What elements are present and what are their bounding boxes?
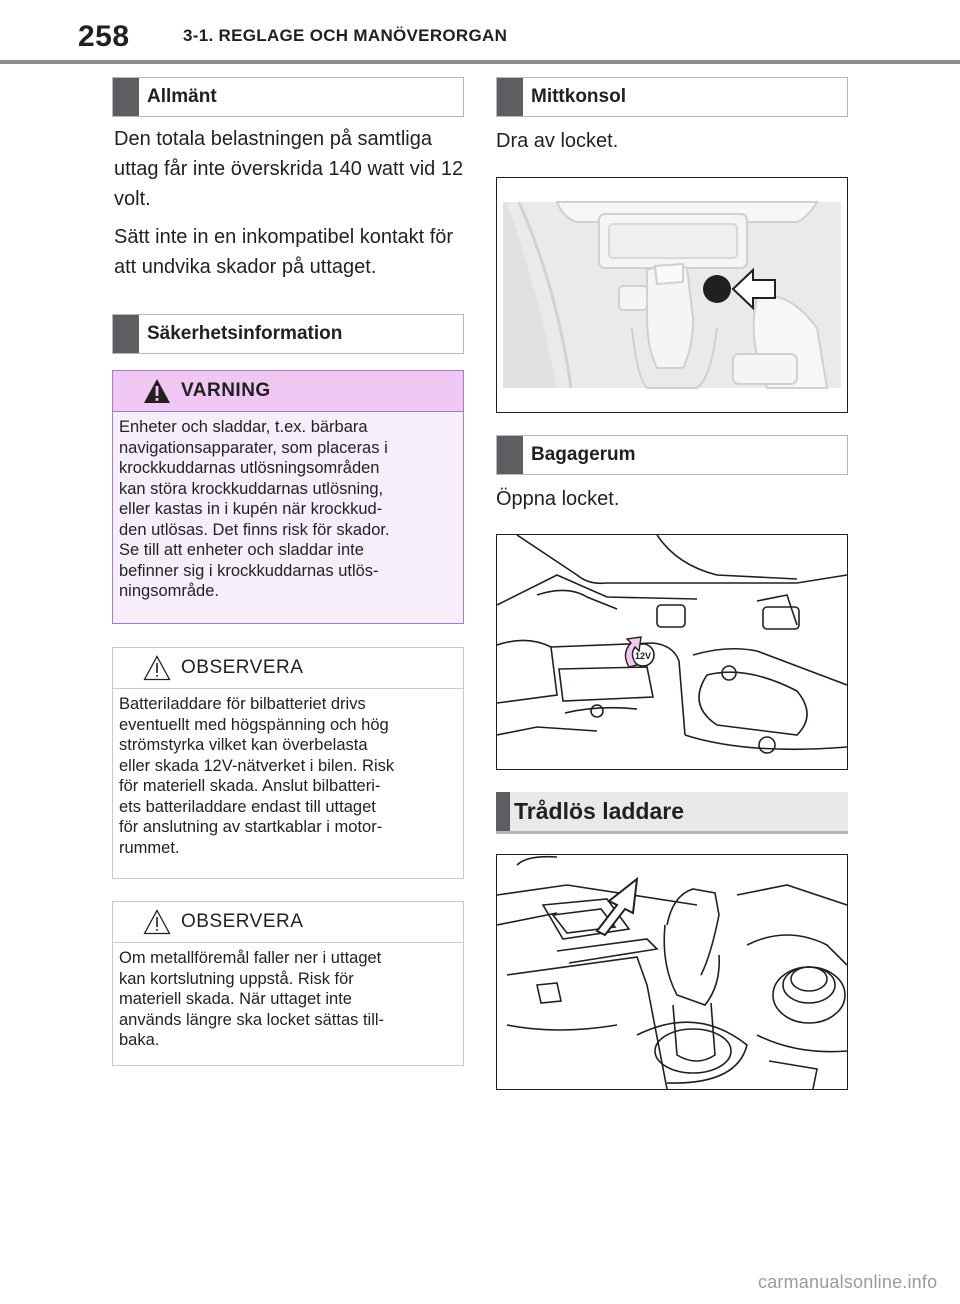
- notice-box-charger: [112, 647, 464, 879]
- notice-title: OBSERVERA: [181, 657, 304, 678]
- notice-triangle-icon: [143, 655, 171, 681]
- notice-line: används längre ska locket sättas till-: [119, 1010, 385, 1029]
- socket-cover-icon: [703, 275, 731, 303]
- section-heading-label: Säkerhetsinformation: [147, 323, 343, 344]
- notice-line: baka.: [119, 1031, 160, 1049]
- warning-header: [113, 371, 463, 412]
- warning-line: krockkuddarnas utlösningsområden: [119, 459, 380, 477]
- socket-label: 12V: [634, 651, 652, 661]
- section-bar: [113, 78, 139, 116]
- paragraph-incompatible-plug: Sätt inte in en inkompatibel kontakt för att undvika skador på uttaget.: [114, 226, 454, 278]
- figure-center-console: [496, 177, 848, 413]
- warning-line: eller kastas in i kupén när krockkud-: [119, 500, 383, 518]
- section-heading-safety: [112, 314, 464, 354]
- section-heading-label: Bagagerum: [531, 444, 636, 465]
- section-heading-label: Trådlös laddare: [514, 798, 685, 824]
- notice-line: strömstyrka vilket kan överbelasta: [119, 736, 368, 754]
- section-heading-bagagerum: [496, 435, 848, 475]
- notice-header: [113, 648, 463, 689]
- section-heading-tradlos: [496, 792, 848, 834]
- notice-line: rummet.: [119, 838, 180, 857]
- section-bar: [497, 436, 523, 474]
- section-heading-label: Allmänt: [147, 86, 217, 107]
- center-console-illustration: [497, 178, 847, 412]
- warning-line: befinner sig i krockkuddarnas utlös-: [119, 561, 379, 580]
- notice-triangle-icon: [143, 909, 171, 935]
- chapter-title: 3-1. REGLAGE OCH MANÖVERORGAN: [183, 26, 508, 45]
- warning-title: VARNING: [181, 380, 271, 401]
- footer-watermark: carmanualsonline.info: [758, 1272, 938, 1292]
- warning-line: navigationsapparater, som placeras i: [119, 438, 388, 457]
- warning-box: [112, 370, 464, 624]
- notice-text: [119, 694, 457, 858]
- notice-box-metal: [112, 901, 464, 1066]
- header-rule: [0, 60, 960, 64]
- warning-line: Enheter och sladdar, t.ex. bärbara: [119, 418, 368, 436]
- notice-line: för anslutning av startkablar i motor-: [119, 818, 383, 836]
- notice-line: kan kortslutning uppstå. Risk för: [119, 969, 354, 988]
- warning-line: den utlösas. Det finns risk för skador.: [119, 520, 390, 539]
- wireless-charger-illustration: [497, 855, 847, 1089]
- notice-line: Batteriladdare för bilbatteriet drivs: [119, 695, 366, 713]
- warning-text: [119, 417, 457, 602]
- figure-wireless-charger: [496, 854, 848, 1090]
- warning-triangle-icon: [143, 378, 171, 404]
- section-bar: [496, 792, 510, 831]
- notice-line: eller skada 12V-nätverket i bilen. Risk: [119, 756, 395, 775]
- notice-line: Om metallföremål faller ner i uttaget: [119, 949, 382, 967]
- notice-title: OBSERVERA: [181, 911, 304, 932]
- instruction-mittkonsol: Dra av locket.: [496, 130, 619, 152]
- page-number: 258: [78, 20, 130, 53]
- luggage-compartment-illustration: [497, 535, 847, 769]
- warning-line: Se till att enheter och sladdar inte: [119, 541, 364, 559]
- notice-header: [113, 902, 463, 943]
- section-bar: [497, 78, 523, 116]
- notice-line: för materiell skada. Anslut bilbatteri-: [119, 777, 381, 795]
- instruction-bagagerum: Öppna locket.: [496, 488, 620, 510]
- section-heading-label: Mittkonsol: [531, 86, 626, 107]
- notice-line: eventuellt med högspänning och hög: [119, 715, 389, 734]
- figure-luggage-compartment: [496, 534, 848, 770]
- notice-line: materiell skada. När uttaget inte: [119, 990, 352, 1008]
- section-heading-mittkonsol: [496, 77, 848, 117]
- paragraph-load-limit: Den totala belastningen på samtliga uttag får inte överskrida 140 watt vid 12 volt.: [114, 128, 464, 210]
- warning-line: kan störa krockkuddarnas utlösning,: [119, 479, 384, 498]
- notice-text: [119, 948, 457, 1051]
- section-bar: [113, 315, 139, 353]
- notice-line: ets batteriladdare endast till uttaget: [119, 797, 376, 816]
- section-heading-allmant: [112, 77, 464, 117]
- warning-line: ningsområde.: [119, 582, 219, 600]
